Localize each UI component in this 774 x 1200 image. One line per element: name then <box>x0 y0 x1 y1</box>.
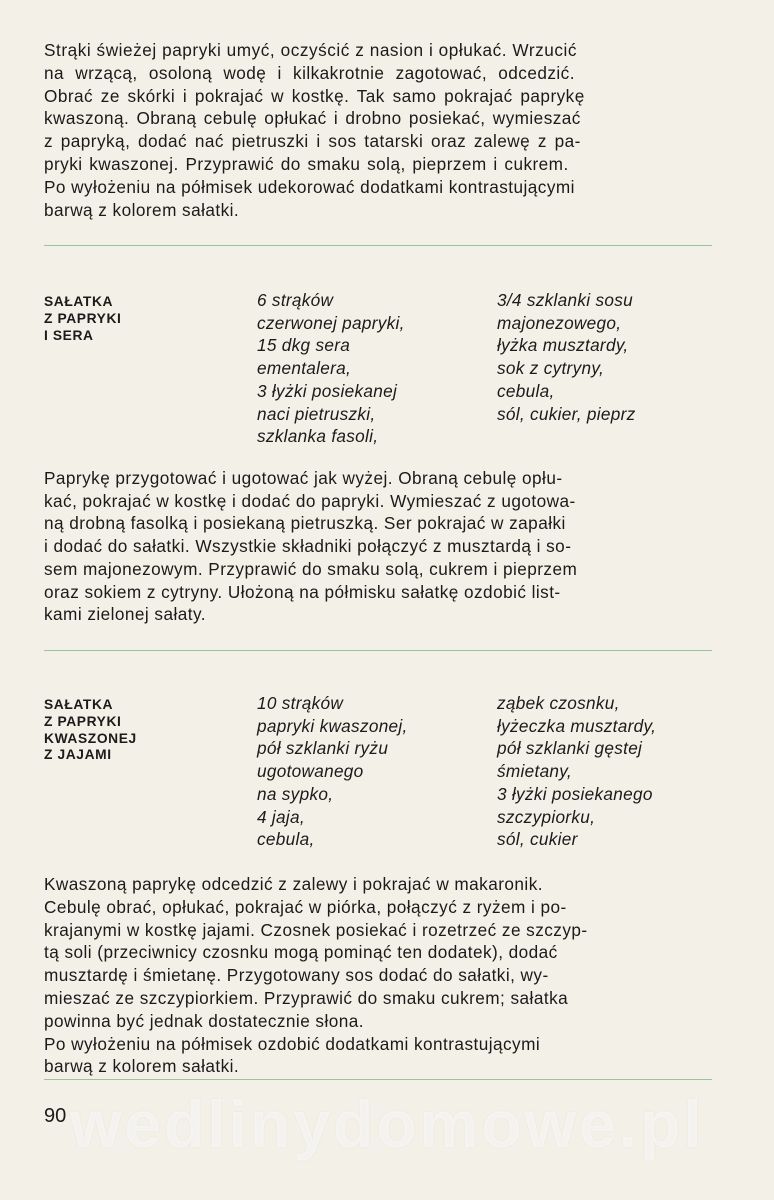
recipe2-title <box>44 697 194 764</box>
ingredient: papryki kwaszonej, <box>257 715 408 736</box>
text-line: z papryką, dodać nać pietruszki i sos tatarski oraz zalewę z pa- <box>44 131 581 152</box>
ingredient: ementalera, <box>257 358 352 379</box>
text-line: kwaszoną. Obraną cebulę opłukać i drobno posiekać, wymieszać <box>44 108 581 129</box>
text-line: powinna być jednak dostatecznie słona. <box>44 1010 364 1031</box>
title-line: Z PAPRYKI <box>44 713 122 729</box>
recipe1-instructions <box>44 467 712 626</box>
title-line: SAŁATKA <box>44 294 114 309</box>
section-divider <box>44 650 712 651</box>
recipe2-ingredients-col1 <box>257 692 408 851</box>
text-line: tą soli (przeciwnicy czosnku mogą pominąć ten dodatek), dodać <box>44 942 558 963</box>
title-line: Z PAPRYKI <box>44 310 122 326</box>
ingredient: sól, cukier, pieprz <box>497 403 636 424</box>
ingredient: szczypiorku, <box>497 806 596 827</box>
ingredient: 3/4 szklanki sosu <box>497 290 633 310</box>
ingredient: śmietany, <box>497 761 572 782</box>
text-line: i dodać do sałatki. Wszystkie składniki połączyć z musztardą i so- <box>44 536 572 557</box>
ingredient: majonezowego, <box>497 312 622 333</box>
ingredient: na sypko, <box>257 783 334 804</box>
text-line: Obrać ze skórki i pokrajać w kostkę. Tak samo pokrajać paprykę <box>44 85 585 106</box>
ingredient: czerwonej papryki, <box>257 312 405 333</box>
ingredient: 4 jaja, <box>257 806 305 827</box>
text-line: barwą z kolorem sałatki. <box>44 1056 240 1077</box>
title-line: Z JAJAMI <box>44 747 112 763</box>
ingredient: cebula, <box>257 829 315 850</box>
ingredient: pół szklanki gęstej <box>497 738 643 759</box>
text-line: mieszać ze szczypiorkiem. Przyprawić do smaku cukrem; sałatka <box>44 987 569 1008</box>
ingredient: pół szklanki ryżu <box>257 738 389 759</box>
text-line: barwą z kolorem sałatki. <box>44 199 240 220</box>
watermark: wedlinydomowe.pl <box>70 1087 705 1161</box>
recipe2-ingredients-col2 <box>497 692 656 851</box>
ingredient: 6 strąków <box>257 290 334 310</box>
ingredient: ząbek czosnku, <box>497 693 620 713</box>
text-line: kać, pokrajać w kostkę i dodać do papryki. Wymieszać z ugotowa- <box>44 490 576 511</box>
ingredient: 3 łyżki posiekanego <box>497 783 653 804</box>
text-line: na wrzącą, osoloną wodę i kilkakrotnie zagotować, odcedzić. <box>44 62 575 83</box>
ingredient: sól, cukier <box>497 829 578 850</box>
title-line: I SERA <box>44 327 94 343</box>
recipe2-instructions <box>44 873 712 1078</box>
text-line: Po wyłożeniu na półmisek ozdobić dodatkami kontrastującymi <box>44 1033 541 1054</box>
recipe1-title <box>44 294 194 344</box>
ingredient: 10 strąków <box>257 693 344 713</box>
section-divider <box>44 245 712 246</box>
text-line: Kwaszoną paprykę odcedzić z zalewy i pokrajać w makaronik. <box>44 874 543 894</box>
ingredient: szklanka fasoli, <box>257 426 379 447</box>
title-line: KWASZONEJ <box>44 730 137 746</box>
ingredient: 3 łyżki posiekanej <box>257 380 398 401</box>
text-line: kami zielonej sałaty. <box>44 604 206 625</box>
text-line: Po wyłożeniu na półmisek udekorować dodatkami kontrastującymi <box>44 176 575 197</box>
text-line: Cebulę obrać, opłukać, pokrajać w piórka, połączyć z ryżem i po- <box>44 896 567 917</box>
title-line: SAŁATKA <box>44 697 114 712</box>
text-line: pryki kwaszonej. Przyprawić do smaku solą, pieprzem i cukrem. <box>44 153 569 174</box>
ingredient: cebula, <box>497 380 555 401</box>
text-line: Strąki świeżej papryki umyć, oczyścić z nasion i opłukać. Wrzucić <box>44 40 578 60</box>
ingredient: łyżeczka musztardy, <box>497 715 657 736</box>
recipe1-ingredients-col2 <box>497 289 635 425</box>
intro-paragraph <box>44 39 712 221</box>
text-line: musztardę i śmietanę. Przygotowany sos dodać do sałatki, wy- <box>44 965 549 986</box>
text-line: ną drobną fasolką i posiekaną pietruszką. Ser pokrajać w zapałki <box>44 513 566 534</box>
recipe1-ingredients-col1 <box>257 289 405 448</box>
page-number: 90 <box>44 1105 67 1127</box>
text-line: Paprykę przygotować i ugotować jak wyżej. Obraną cebulę opłu- <box>44 468 563 488</box>
text-line: oraz sokiem z cytryny. Ułożoną na półmisku sałatkę ozdobić list- <box>44 581 561 602</box>
ingredient: sok z cytryny, <box>497 358 605 379</box>
text-line: sem majonezowym. Przyprawić do smaku solą, cukrem i pieprzem <box>44 558 578 579</box>
ingredient: 15 dkg sera <box>257 335 351 356</box>
ingredient: ugotowanego <box>257 761 364 782</box>
text-line: krajanymi w kostkę jajami. Czosnek posiekać i rozetrzeć ze szczyp- <box>44 919 588 940</box>
section-divider <box>44 1079 712 1080</box>
ingredient: naci pietruszki, <box>257 403 376 424</box>
ingredient: łyżka musztardy, <box>497 335 629 356</box>
